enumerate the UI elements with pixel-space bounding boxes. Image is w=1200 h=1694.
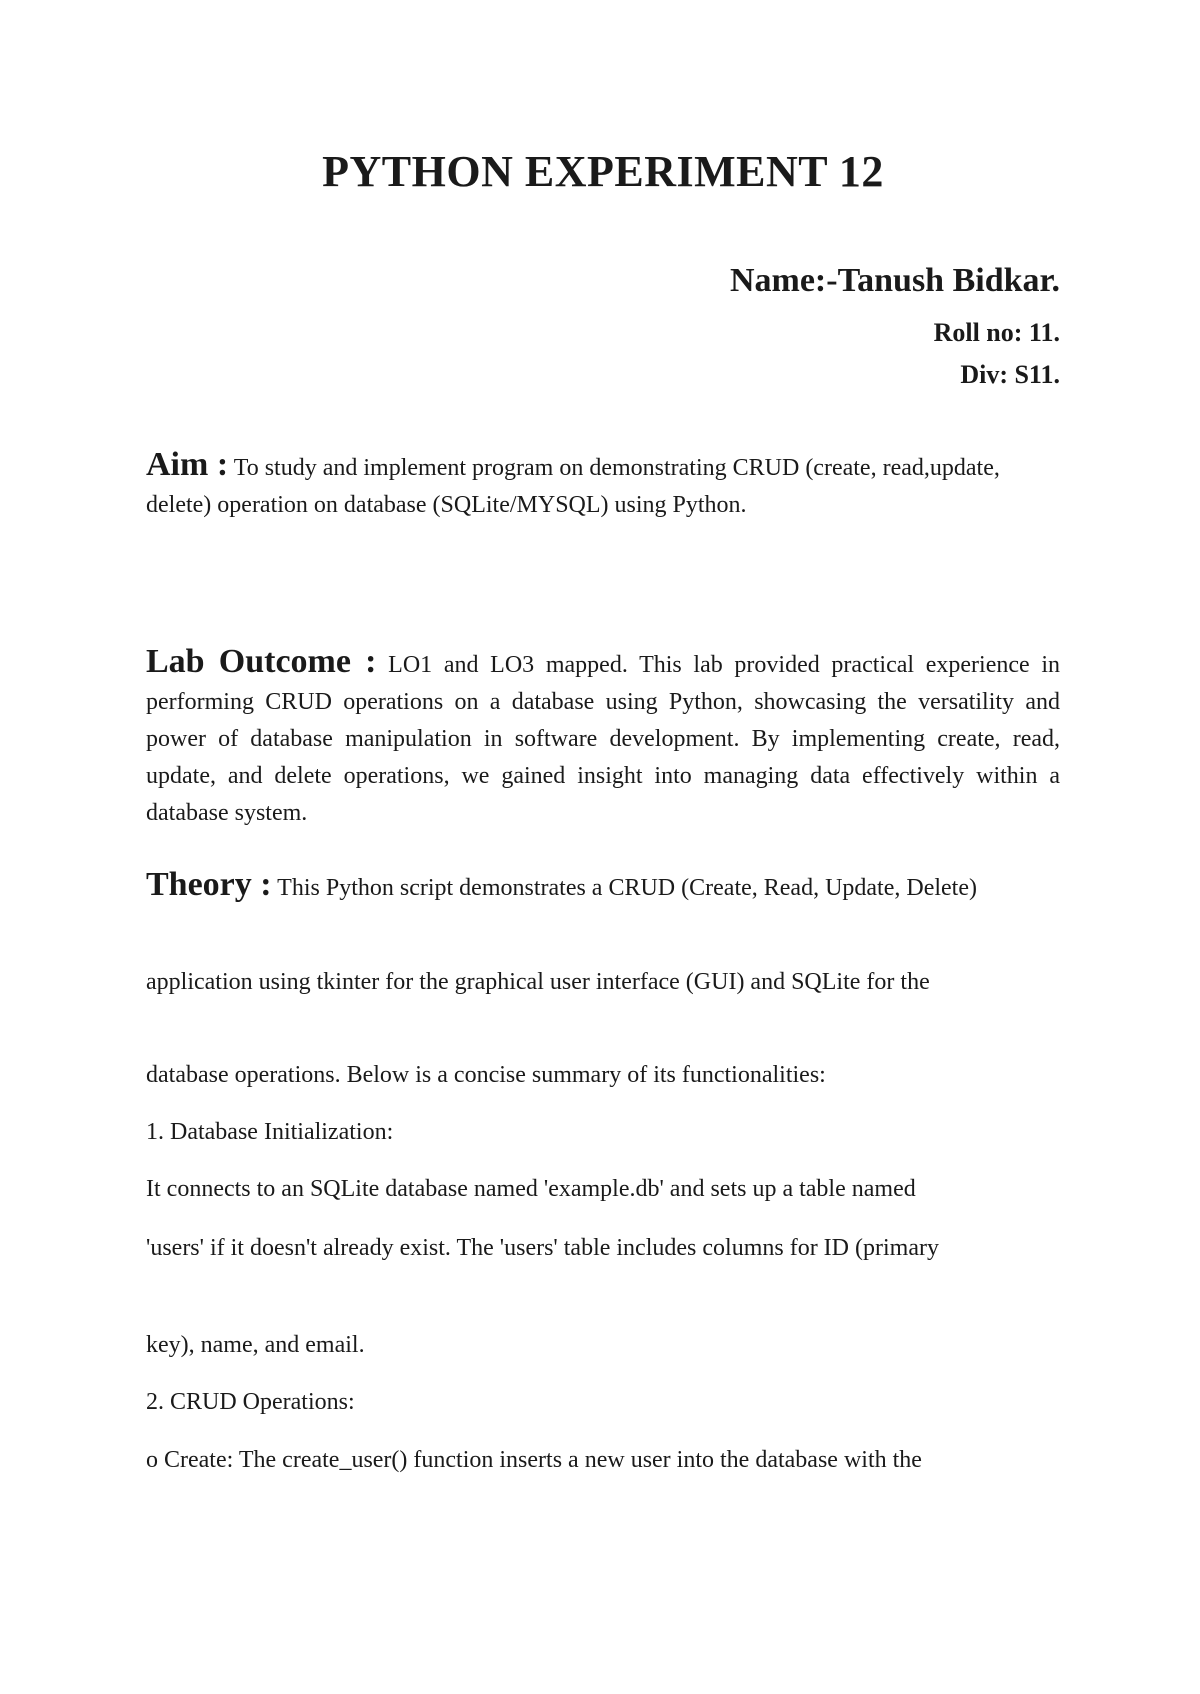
lab-outcome-label: Lab Outcome : — [146, 643, 377, 680]
theory-label: Theory : — [146, 866, 272, 903]
theory-line-6: o Create: The create_user() function inserts a new user into the database with the — [146, 1447, 922, 1473]
lab-outcome-paragraph — [146, 643, 1060, 832]
student-roll-number: Roll no: 11. — [933, 318, 1060, 347]
lab-outcome-text: LO1 and LO3 mapped. This lab provided practical experience in performing CRUD operations on a database using Python, showcasing the versatility and power of database manipulation in software development. By implementing create, read, update, and delete operations, we gained insight into managing data effectively within a database system. — [146, 652, 1061, 826]
theory-paragraph — [146, 866, 1060, 907]
theory-line-3: It connects to an SQLite database named 'example.db' and sets up a table named — [146, 1176, 916, 1202]
aim-paragraph — [146, 446, 1060, 524]
theory-text: This Python script demonstrates a CRUD (Create, Read, Update, Delete) — [277, 875, 977, 901]
document-title: PYTHON EXPERIMENT 12 — [322, 147, 884, 196]
student-division: Div: S11. — [960, 360, 1060, 389]
theory-line-4: 'users' if it doesn't already exist. The 'users' table includes columns for ID (primary — [146, 1235, 939, 1261]
aim-label: Aim : — [146, 446, 229, 483]
section-heading-database-initialization: 1. Database Initialization: — [146, 1119, 394, 1145]
theory-line-2: database operations. Below is a concise summary of its functionalities: — [146, 1062, 826, 1088]
theory-line-1: application using tkinter for the graphical user interface (GUI) and SQLite for the — [146, 969, 930, 995]
section-heading-crud-operations: 2. CRUD Operations: — [146, 1389, 355, 1415]
aim-text: To study and implement program on demonstrating CRUD (create, read,update, delete) operation on database (SQLite/MYSQL) using Python. — [146, 455, 1000, 518]
student-name: Name:-Tanush Bidkar. — [729, 262, 1060, 299]
theory-line-5: key), name, and email. — [146, 1332, 365, 1358]
